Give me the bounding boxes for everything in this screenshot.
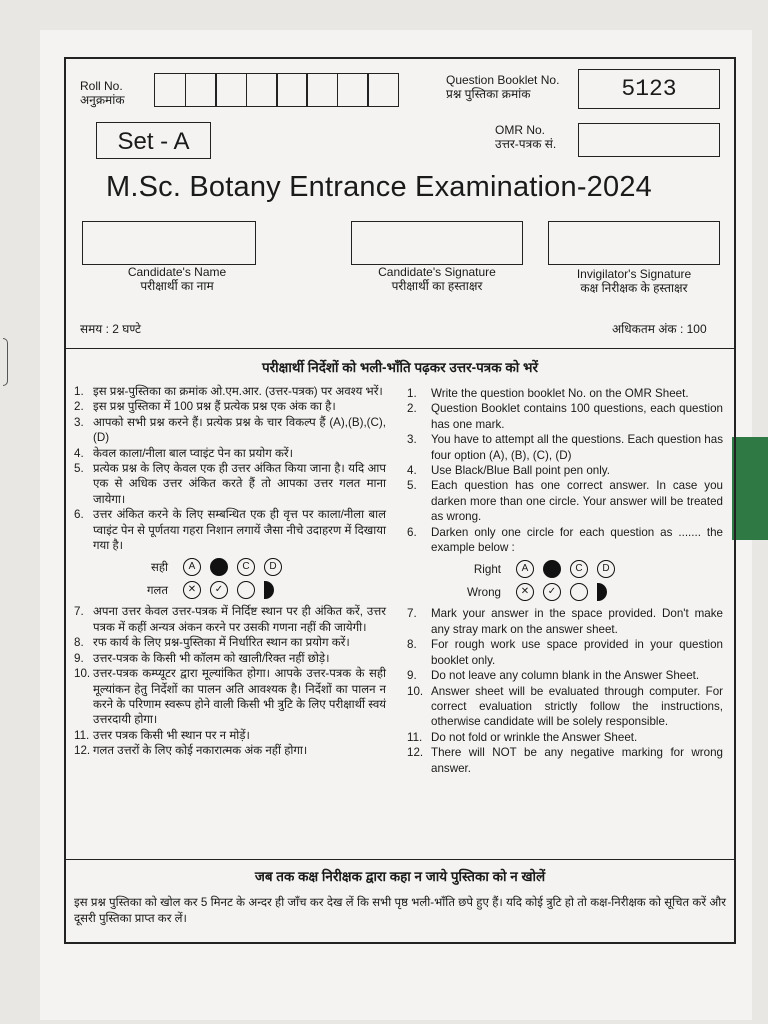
bubble-a-icon: A bbox=[183, 558, 201, 576]
invigilator-signature-caption-en: Invigilator's Signature bbox=[576, 267, 692, 281]
candidate-signature-caption bbox=[350, 265, 524, 293]
roll-no-cells[interactable] bbox=[156, 73, 399, 107]
invigilator-signature-caption bbox=[544, 267, 724, 295]
list-item: 12. There will NOT be any negative marking for wrong answer. bbox=[407, 746, 723, 775]
bubble-empty-icon bbox=[237, 581, 255, 599]
bubble-d-icon: D bbox=[597, 560, 615, 578]
list-item: 11. उत्तर पत्रक किसी भी स्थान पर न मोड़ें। bbox=[74, 728, 250, 742]
bubble-a-icon: A bbox=[516, 560, 534, 578]
list-item: 4. केवल काला/नीला बाल प्वाइंट पेन का प्रयोग करें। bbox=[74, 446, 294, 460]
roll-cell[interactable] bbox=[306, 73, 338, 107]
bubble-tick-icon: ✓ bbox=[210, 581, 228, 599]
bubble-cross-icon: ✕ bbox=[516, 583, 534, 601]
list-item: 6. Darken only one circle for each question as ....... the example below : bbox=[407, 525, 723, 555]
roll-cell[interactable] bbox=[215, 73, 247, 107]
english-instructions bbox=[407, 386, 723, 776]
hindi-right-example bbox=[114, 558, 386, 576]
roll-cell[interactable] bbox=[337, 73, 369, 107]
invigilator-signature-caption-hi: कक्ष निरीक्षक के हस्ताक्षर bbox=[580, 281, 688, 295]
list-item: 7. अपना उत्तर केवल उत्तर-पत्रक में निर्दिष्ट स्थान पर ही अंकित करें, उत्तर पत्रक में कहीं अन्यत्र अंकन करने पर उसकी गणना नहीं की जायेगी। bbox=[74, 605, 386, 634]
bubble-half-filled-icon bbox=[597, 583, 607, 601]
english-wrong-example bbox=[447, 583, 723, 601]
candidate-name-caption-en: Candidate's Name bbox=[127, 265, 227, 279]
time-label: समय : 2 घण्टे bbox=[80, 322, 141, 336]
omr-number-box[interactable] bbox=[578, 123, 720, 157]
set-label: Set - A bbox=[117, 128, 190, 155]
bubble-filled-icon bbox=[210, 558, 228, 576]
roll-no-label-en: Roll No. bbox=[80, 79, 123, 93]
list-item: 10. उत्तर-पत्रक कम्प्यूटर द्वारा मूल्यांकित होगा। आपके उत्तर-पत्रक के सही मूल्यांकन हेतु निर्देशों का पालन अति आवश्यक है। निर्देशों का पालन न करने के परिणाम स्वरूप होने वाली किसी भी त्रुटि के लिए परीक्षार्थी स्वयं उत्तरदायी होगा। bbox=[74, 667, 386, 727]
roll-cell[interactable] bbox=[154, 73, 186, 107]
list-item: 4. Use Black/Blue Ball point pen only. bbox=[407, 464, 610, 478]
roll-no-label-hi: अनुक्रमांक bbox=[80, 93, 125, 107]
hindi-instructions bbox=[74, 384, 386, 759]
roll-cell[interactable] bbox=[276, 73, 308, 107]
booklet-number-box bbox=[578, 69, 720, 109]
candidate-name-caption bbox=[92, 265, 262, 293]
booklet-no-label-hi: प्रश्न पुस्तिका क्रमांक bbox=[446, 87, 531, 101]
list-item: 5. Each question has one correct answer. In case you darken more than one circle. Your answer will be treated as wrong. bbox=[407, 479, 723, 524]
bubble-tick-icon: ✓ bbox=[543, 583, 561, 601]
right-label: सही bbox=[151, 560, 168, 574]
list-item: 9. Do not leave any column blank in the Answer Sheet. bbox=[407, 669, 700, 683]
divider bbox=[66, 348, 734, 349]
hindi-wrong-example bbox=[114, 581, 386, 599]
list-item: 6. उत्तर अंकित करने के लिए सम्बन्धित एक ही वृत्त पर काला/नीला बाल प्वाइंट पेन से पूर्णतया गहरा निशान लगायें जैसा नीचे उदाहरण में दिखाया गया है। bbox=[74, 508, 386, 553]
candidate-signature-caption-en: Candidate's Signature bbox=[378, 265, 496, 279]
list-item: 3. You have to attempt all the questions. Each question has four option (A), (B), (C), (D) bbox=[407, 433, 723, 462]
list-item: 9. उत्तर-पत्रक के किसी भी कॉलम को खाली/रिक्त नहीं छोड़े। bbox=[74, 651, 330, 665]
list-item: 7. Mark your answer in the space provided. Don't make any stray mark on the answer sheet. bbox=[407, 607, 723, 636]
roll-no-label bbox=[80, 79, 125, 107]
bubble-filled-icon bbox=[543, 560, 561, 578]
omr-no-label-en: OMR No. bbox=[495, 123, 546, 137]
footer-text: इस प्रश्न पुस्तिका को खोल कर 5 मिनट के अन्दर ही जाँच कर देख लें कि सभी पृष्ठ भली-भाँति छपे हुए हैं। यदि कोई त्रुटि हो तो कक्ष-निरीक्षक को सूचित करें और दूसरी पुस्तिका प्राप्त कर लें। bbox=[74, 896, 726, 925]
bubble-c-icon: C bbox=[237, 558, 255, 576]
footer-heading: जब तक कक्ष निरीक्षक द्वारा कहा न जाये पुस्तिका को न खोलें bbox=[254, 869, 546, 884]
set-box bbox=[96, 122, 211, 159]
booklet-no-label bbox=[446, 73, 559, 101]
candidate-signature-box[interactable] bbox=[351, 221, 523, 265]
green-tab bbox=[732, 437, 768, 540]
bubble-half-filled-icon bbox=[264, 581, 274, 599]
roll-cell[interactable] bbox=[185, 73, 217, 107]
omr-no-label-hi: उत्तर-पत्रक सं. bbox=[495, 137, 557, 151]
roll-cell[interactable] bbox=[367, 73, 399, 107]
english-right-example bbox=[447, 560, 723, 578]
roll-cell[interactable] bbox=[246, 73, 278, 107]
list-item: 3. आपको सभी प्रश्न करने हैं। प्रत्येक प्रश्न के चार विकल्प हैं (A),(B),(C),(D) bbox=[74, 415, 386, 445]
bubble-cross-icon: ✕ bbox=[183, 581, 201, 599]
wrong-label: गलत bbox=[147, 583, 168, 597]
binding-mark bbox=[3, 338, 8, 386]
wrong-label: Wrong bbox=[467, 585, 501, 599]
booklet-number: 5123 bbox=[621, 76, 677, 102]
list-item: 2. Question Booklet contains 100 questions, each question has one mark. bbox=[407, 402, 723, 431]
candidate-signature-caption-hi: परीक्षार्थी का हस्ताक्षर bbox=[391, 279, 483, 293]
list-item: 10. Answer sheet will be evaluated through computer. For correct evaluation strictly follow the instructions, otherwise candidate will be solely responsible. bbox=[407, 684, 723, 729]
cover-page-frame bbox=[64, 57, 736, 944]
invigilator-signature-box[interactable] bbox=[548, 221, 720, 265]
right-label: Right bbox=[473, 562, 501, 576]
list-item: 1. Write the question booklet No. on the OMR Sheet. bbox=[407, 387, 689, 400]
divider bbox=[66, 859, 734, 860]
list-item: 12. गलत उत्तरों के लिए कोई नकारात्मक अंक नहीं होगा। bbox=[74, 744, 308, 758]
bubble-c-icon: C bbox=[570, 560, 588, 578]
list-item: 8. For rough work use space provided in your question booklet only. bbox=[407, 638, 723, 667]
booklet-no-label-en: Question Booklet No. bbox=[446, 73, 560, 87]
list-item: 5. प्रत्येक प्रश्न के लिए केवल एक ही उत्तर अंकित किया जाना है। यदि आप एक से अधिक उत्तर अंकित करते हैं तो आपका उत्तर गलत माना जायेगा। bbox=[74, 462, 386, 506]
instructions-heading: परीक्षार्थी निर्देशों को भली-भाँति पढ़कर उत्तर-पत्रक को भरें bbox=[261, 360, 539, 375]
bubble-d-icon: D bbox=[264, 558, 282, 576]
max-marks-label: अधिकतम अंक : 100 bbox=[612, 322, 707, 336]
list-item: 1. इस प्रश्न-पुस्तिका का क्रमांक ओ.एम.आर. (उत्तर-पत्रक) पर अवश्य भरें। bbox=[74, 385, 383, 398]
list-item: 11. Do not fold or wrinkle the Answer Sheet. bbox=[407, 730, 638, 744]
exam-title: M.Sc. Botany Entrance Examination-2024 bbox=[106, 171, 652, 203]
bubble-empty-icon bbox=[570, 583, 588, 601]
candidate-name-caption-hi: परीक्षार्थी का नाम bbox=[140, 279, 214, 293]
candidate-name-box[interactable] bbox=[82, 221, 256, 265]
omr-no-label bbox=[495, 123, 556, 151]
list-item: 8. रफ कार्य के लिए प्रश्न-पुस्तिका में निर्धारित स्थान का प्रयोग करें। bbox=[74, 636, 350, 650]
list-item: 2. इस प्रश्न पुस्तिका में 100 प्रश्न हैं प्रत्येक प्रश्न एक अंक का है। bbox=[74, 400, 336, 414]
